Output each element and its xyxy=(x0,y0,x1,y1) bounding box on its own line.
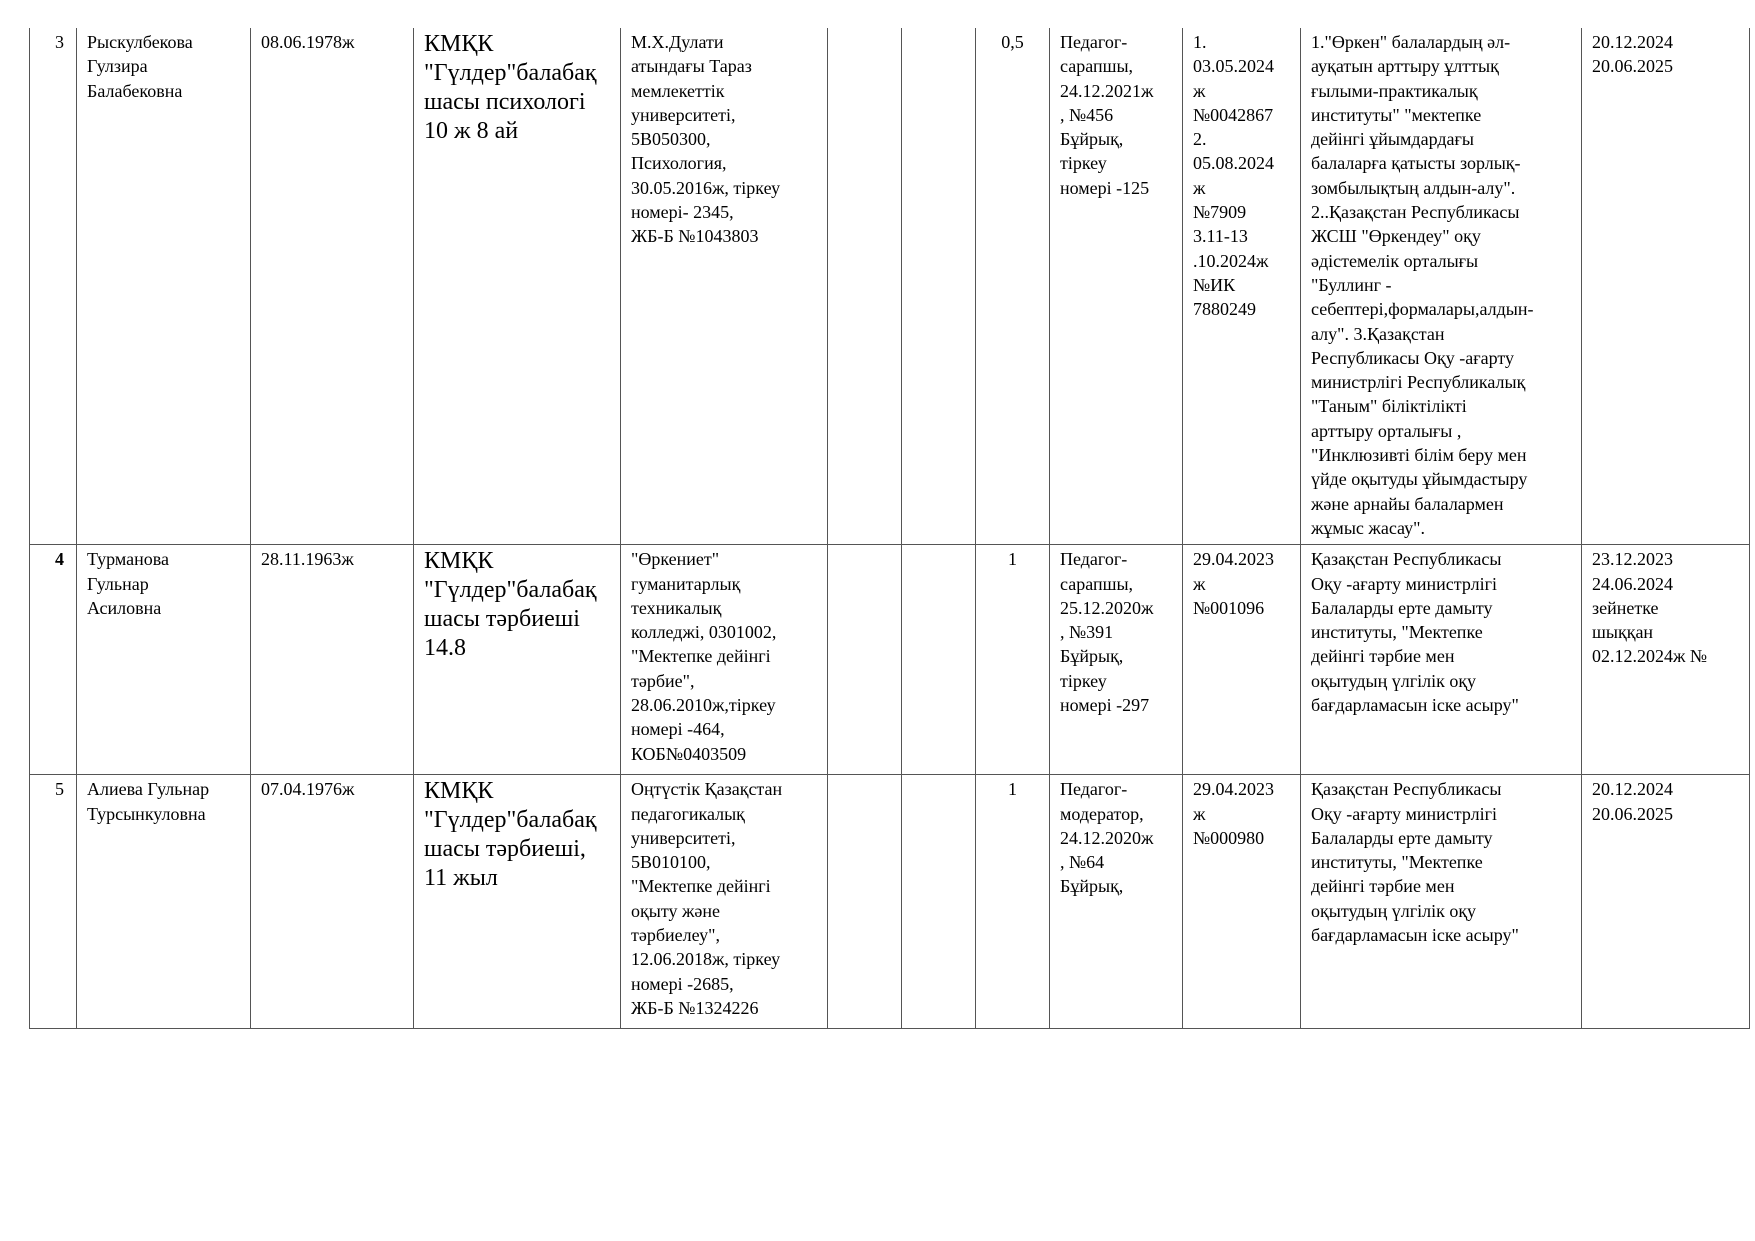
row-number: 4 xyxy=(30,545,77,775)
education: М.Х.Дулати атындағы Тараз мемлекеттік университеті, 5В050300, Психология, 30.05.2016ж, тіркеу номері- 2345, ЖБ-Б №1043803 xyxy=(621,28,828,545)
certificate: 29.04.2023 ж №001096 xyxy=(1183,545,1301,775)
education: Оңтүстік Қазақстан педагогикалық университеті, 5В010100, "Мектепке дейінгі оқыту және тәрбиелеу", 12.06.2018ж, тіркеу номері -2685, ЖБ-Б №1324226 xyxy=(621,775,828,1029)
staff-table xyxy=(29,28,1750,1029)
workload: 1 xyxy=(976,775,1050,1029)
workplace-position: КМҚК "Гүлдер"балабақ шасы психологі 10 ж 8 ай xyxy=(414,28,621,545)
empty-cell xyxy=(828,545,902,775)
row-number: 5 xyxy=(30,775,77,1029)
empty-cell xyxy=(828,775,902,1029)
table-row xyxy=(30,545,1750,775)
employee-name: Алиева Гульнар Турсынкуловна xyxy=(77,775,251,1029)
row-number: 3 xyxy=(30,28,77,545)
qualification-category: Педагог- модератор, 24.12.2020ж , №64 Бұйрық, xyxy=(1050,775,1183,1029)
employee-name: Рыскулбекова Гулзира Балабековна xyxy=(77,28,251,545)
table-row xyxy=(30,775,1750,1029)
birth-date: 08.06.1978ж xyxy=(251,28,414,545)
workplace-position: КМҚК "Гүлдер"балабақ шасы тәрбиеші 14.8 xyxy=(414,545,621,775)
training-courses: Қазақстан Республикасы Оқу -ағарту министрлігі Балаларды ерте дамыту институты, "Мектепке дейінгі тәрбие мен оқытудың үлгілік оқу бағдарламасын іске асыру" xyxy=(1301,545,1582,775)
workplace-position: КМҚК "Гүлдер"балабақ шасы тәрбиеші, 11 жыл xyxy=(414,775,621,1029)
empty-cell xyxy=(902,28,976,545)
qualification-category: Педагог- сарапшы, 24.12.2021ж , №456 Бұйрық, тіркеу номері -125 xyxy=(1050,28,1183,545)
training-courses: Қазақстан Республикасы Оқу -ағарту министрлігі Балаларды ерте дамыту институты, "Мектепке дейінгі тәрбие мен оқытудың үлгілік оқу бағдарламасын іске асыру" xyxy=(1301,775,1582,1029)
workload: 1 xyxy=(976,545,1050,775)
birth-date: 07.04.1976ж xyxy=(251,775,414,1029)
qualification-category: Педагог- сарапшы, 25.12.2020ж , №391 Бұйрық, тіркеу номері -297 xyxy=(1050,545,1183,775)
empty-cell xyxy=(902,545,976,775)
certificate: 29.04.2023 ж №000980 xyxy=(1183,775,1301,1029)
education: "Өркениет" гуманитарлық техникалық колледжі, 0301002, "Мектепке дейінгі тәрбие", 28.06.2010ж,тіркеу номері -464, КОБ№0403509 xyxy=(621,545,828,775)
dates: 23.12.2023 24.06.2024 зейнетке шыққан 02.12.2024ж № xyxy=(1582,545,1750,775)
workload: 0,5 xyxy=(976,28,1050,545)
birth-date: 28.11.1963ж xyxy=(251,545,414,775)
dates: 20.12.2024 20.06.2025 xyxy=(1582,775,1750,1029)
empty-cell xyxy=(902,775,976,1029)
certificate: 1. 03.05.2024 ж №0042867 2. 05.08.2024 ж №7909 3.11-13 .10.2024ж №ИК 7880249 xyxy=(1183,28,1301,545)
employee-name: Турманова Гульнар Асиловна xyxy=(77,545,251,775)
table-row xyxy=(30,28,1750,545)
dates: 20.12.2024 20.06.2025 xyxy=(1582,28,1750,545)
empty-cell xyxy=(828,28,902,545)
training-courses: 1."Өркен" балалардың әл- ауқатын арттыру ұлттық ғылыми-практикалық институты" "мектепке дейінгі ұйымдардағы балаларға қатысты зорлық- зомбылықтың алдын-алу". 2..Қазақстан Республикасы ЖСШ "Өркендеу" оқу әдістемелік орталығы "Буллинг - себептері,формалары,алдын- алу". 3.Қазақстан Республикасы Оқу -ағарту министрлігі Республикалық "Таным" біліктілікті арттыру орталығы , "Инклюзивті білім беру мен үйде оқытуды ұйымдастыру және арнайы балалармен жұмыс жасау". xyxy=(1301,28,1582,545)
